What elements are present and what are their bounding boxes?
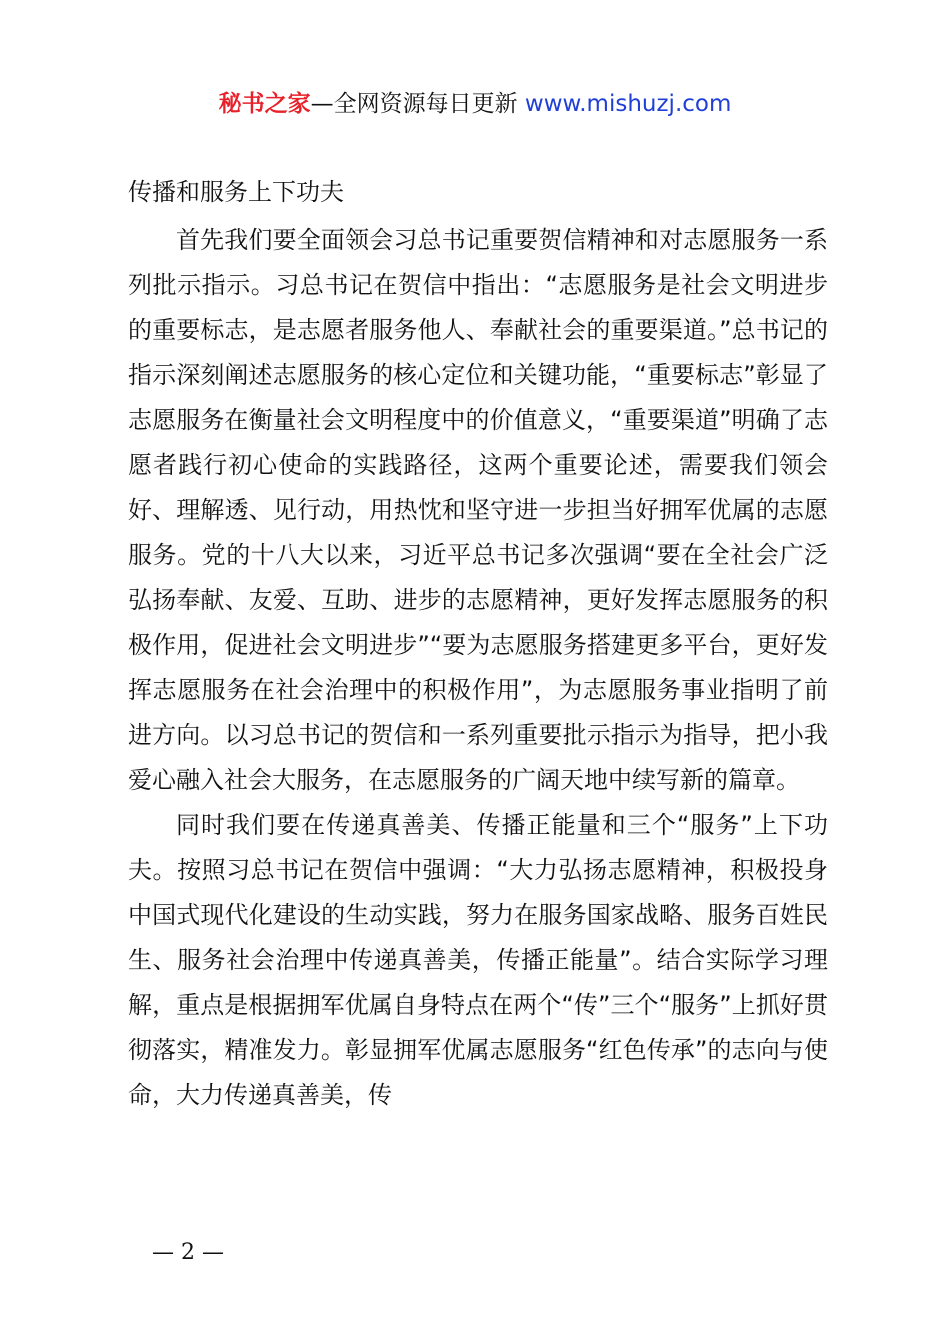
page-number: — 2 — (152, 1240, 224, 1265)
header-tagline: —全网资源每日更新 (310, 91, 518, 117)
document-body (128, 170, 828, 1118)
continuation-line: 传播和服务上下功夫 (128, 178, 344, 206)
page-header (0, 86, 950, 122)
brand-name: 秘书之家 (218, 91, 311, 117)
site-url-link[interactable]: www.mishuzj.com (524, 91, 732, 117)
paragraph-2: 同时我们要在传递真善美、传播正能量和三个“服务”上下功夫。按照习总书记在贺信中强调：“大力弘扬志愿精神，积极投身中国式现代化建设的生动实践，努力在服务国家战略、服务百姓民生、服务社会治理中传递真善美，传播正能量”。结合实际学习理解，重点是根据拥军优属自身特点在两个“传”三个“服务”上抓好贯彻落实，精准发力。彰显拥军优属志愿服务“红色传承”的志向与使命，大力传递真善美，传 (128, 811, 828, 1109)
paragraph-1: 首先我们要全面领会习总书记重要贺信精神和对志愿服务一系列批示指示。习总书记在贺信中指出：“志愿服务是社会文明进步的重要标志，是志愿者服务他人、奉献社会的重要渠道。”总书记的指示深刻阐述志愿服务的核心定位和关键功能，“重要标志”彰显了志愿服务在衡量社会文明程度中的价值意义，“重要渠道”明确了志愿者践行初心使命的实践路径，这两个重要论述，需要我们领会好、理解透、见行动，用热忱和坚守进一步担当好拥军优属的志愿服务。党的十八大以来，习近平总书记多次强调“要在全社会广泛弘扬奉献、友爱、互助、进步的志愿精神，更好发挥志愿服务的积极作用，促进社会文明进步”“要为志愿服务搭建更多平台，更好发挥志愿服务在社会治理中的积极作用”，为志愿服务事业指明了前进方向。以习总书记的贺信和一系列重要批示指示为指导，把小我爱心融入社会大服务，在志愿服务的广阔天地中续写新的篇章。 (128, 226, 828, 794)
